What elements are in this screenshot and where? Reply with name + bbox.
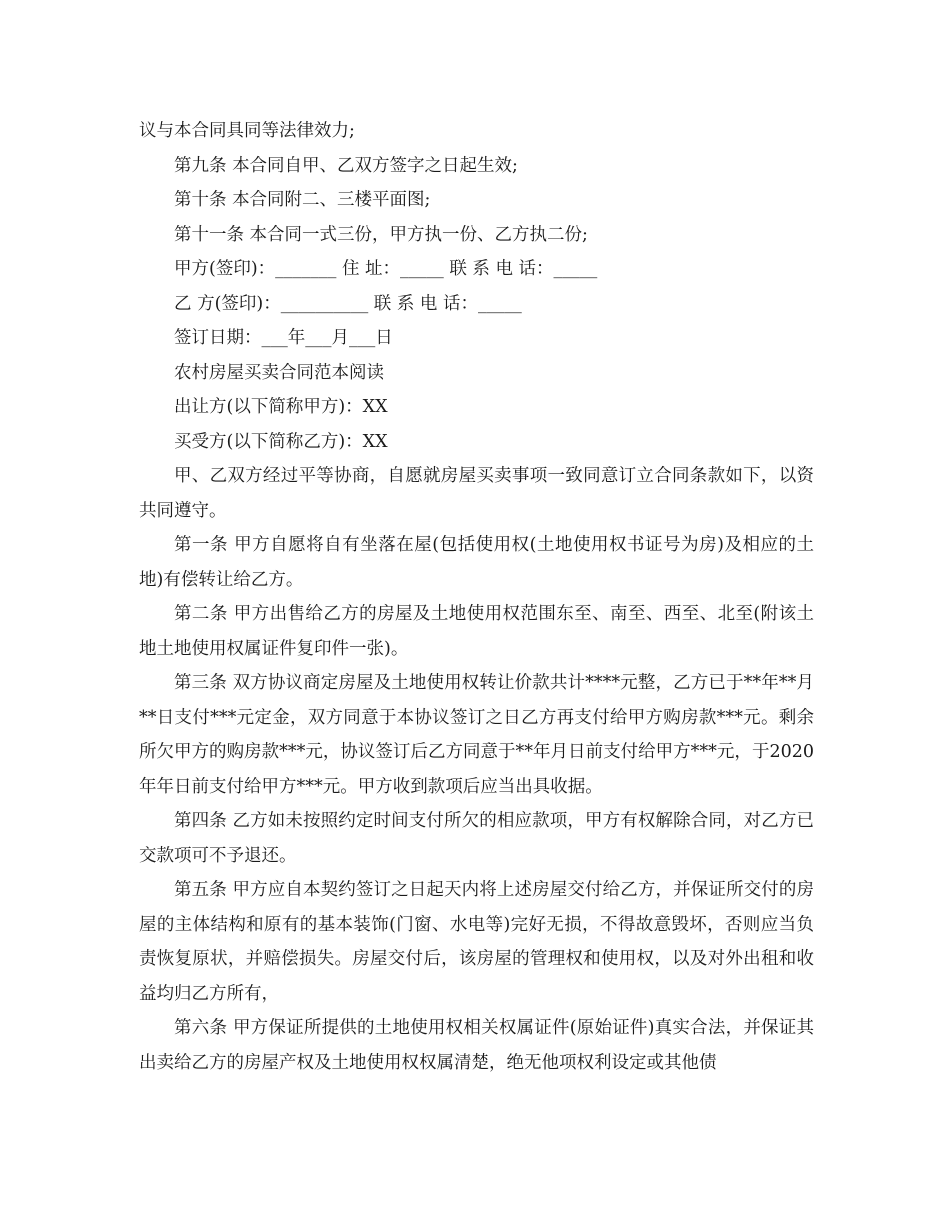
article-2-paragraph: 第二条 甲方出售给乙方的房屋及土地使用权范围东至、南至、西至、北至(附该土地土地使用权属证件复印件一张)。 (139, 604, 814, 659)
article-1-paragraph: 第一条 甲方自愿将自有坐落在屋(包括使用权(土地使用权书证号为房)及相应的土地)有偿转让给乙方。 (139, 535, 814, 590)
signing-date-line: 签订日期：___年___月___日 (174, 328, 393, 348)
buyer-line: 买受方(以下简称乙方)：XX (174, 431, 388, 452)
article-5-paragraph: 第五条 甲方应自本契约签订之日起天内将上述房屋交付给乙方，并保证所交付的房屋的主体结构和原有的基本装饰(门窗、水电等)完好无损，不得故意毁坏，否则应当负责恢复原状，并赔偿损失。房屋交付后，该房屋的管理权和使用权，以及对外出租和收益均归乙方所有， (139, 880, 814, 1004)
article-4-paragraph: 第四条 乙方如未按照约定时间支付所欠的相应款项，甲方有权解除合同，对乙方已交款项可不予退还。 (139, 811, 814, 866)
article-9-line: 第九条 本合同自甲、乙双方签字之日起生效; (174, 155, 518, 176)
article-10-line: 第十条 本合同附二、三楼平面图; (174, 190, 431, 210)
section-title: 农村房屋买卖合同范本阅读 (174, 362, 384, 383)
seller-line: 出让方(以下简称甲方)：XX (174, 397, 388, 417)
party-b-signature-line: 乙 方(签印)：__________ 联 系 电 话：_____ (174, 293, 522, 314)
document-body (139, 114, 814, 1080)
party-a-signature-line: 甲方(签印)：_______ 住 址：_____ 联 系 电 话：_____ (174, 259, 598, 279)
article-11-line: 第十一条 本合同一式三份，甲方执一份、乙方执二份; (174, 224, 588, 245)
article-6-paragraph: 第六条 甲方保证所提供的土地使用权相关权属证件(原始证件)真实合法，并保证其出卖给乙方的房屋产权及土地使用权权属清楚，绝无他项权利设定或其他债 (139, 1018, 814, 1073)
text-line: 议与本合同具同等法律效力; (139, 121, 355, 141)
intro-paragraph: 甲、乙双方经过平等协商，自愿就房屋买卖事项一致同意订立合同条款如下，以资共同遵守。 (139, 466, 814, 521)
article-3-paragraph: 第三条 双方协议商定房屋及土地使用权转让价款共计****元整，乙方已于**年**月**日支付***元定金，双方同意于本协议签订之日乙方再支付给甲方购房款***元。剩余所欠甲方的购房款***元，协议签订后乙方同意于**年月日前支付给甲方***元，于2020年年日前支付给甲方***元。甲方收到款项后应当出具收据。 (139, 673, 814, 797)
